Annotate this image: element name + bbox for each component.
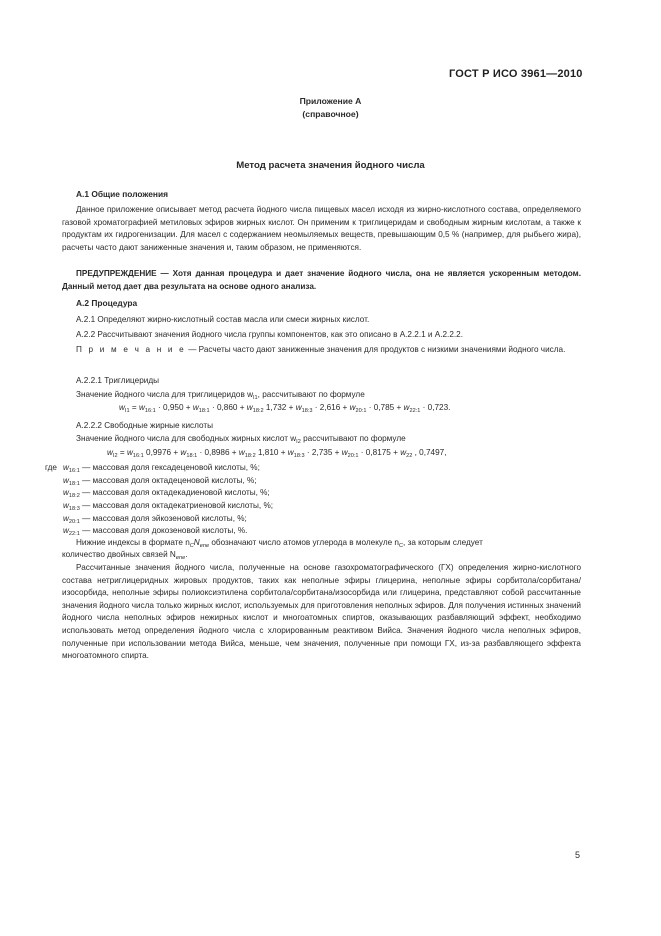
where-item-18-2: $w_{18:2}$ — массовая доля октадекадиеновой кислоты, %; [63,488,270,499]
note-text: — Расчеты часто дают заниженные значения для продуктов с низкими значениями йодного числа. [185,345,566,354]
clause-a21: А.2.1 Определяют жирно-кислотный состав масла или смеси жирных кислот. [76,315,370,324]
clause-a221-heading: А.2.2.1 Триглицериды [76,376,159,385]
section-a1-heading: А.1 Общие положения [76,189,169,199]
clause-a221-text: Значение йодного числа для триглицеридов $w_{I1}$, рассчитывают по формуле [76,390,365,401]
where-item-22-1: $w_{22:1}$ — массовая доля докозеновой кислоты, %. [63,526,248,537]
warning-paragraph: ПРЕДУПРЕЖДЕНИЕ — Хотя данная процедура и дает значение йодного числа, она не является ускоренным методом. Данный метод дает два результата на основе одного анализа. [62,269,581,291]
formula-free-fatty-acids: $w_{I2} = w_{16:1}$ $0,9976 + w_{18:1} \cdot 0,8986 + w_{18:2}$ $1,810 + w_{18:3} \cdot 2,735 + w_{20:1} \cdot 0,8175 + w_{22}$ , 0,7497, [107,448,447,459]
main-title: Метод расчета значения йодного числа [236,160,425,171]
where-item-18-1: $w_{18:1}$ — массовая доля октадеценовой кислоты, %; [63,476,257,487]
where-item-16-1: $w_{16:1}$ — массовая доля гексадеценовой кислоты, %; [63,463,260,474]
annex-subtitle: (справочное) [302,109,359,119]
annex-title: Приложение А [299,96,362,106]
final-paragraph: Рассчитанные значения йодного числа, полученные на основе газохроматографического (ГХ) определения жирно-кислотного состава нетриглицеридных жировых продуктов, таких как неполные эфиры глицерина, неполные эфиры сорбитола/сорбитана/изосорбида, неполные эфиры полиоксиэтилена сорбитола/сорбитана/изосорбида или глицерина, представляют собой рассчитанные значения йодного числа только жирных кислот, используемых для приготовления неполных эфиров. Для получения истинных значений йодного числа неполных эфиров нежирных кислот и многоатомных спиртов, оказывающих разбавляющий эффект, необходимо использовать метод определения йодного числа с хлорированным реактивом Вийса. Значения йодного числа неполных эфиров, полученные при использовании метода Вийса, меньше, чем значения, полученные при помощи ГХ, из-за разбавляющего эффекта многоатомного спирта. [62,563,581,661]
where-item-20-1: $w_{20:1}$ — массовая доля эйкозеновой кислоты, %; [63,514,247,525]
formula-triglycerides: $w_{I1} = w_{16:1} \cdot 0,950 + w_{18:1} \cdot 0,860 + w_{18:2}$ $1,732 + w_{18:3} \cdot 2,616 + w_{20:1} \cdot 0,785 + w_{22:1} \cdot 0,723$. [119,403,451,414]
clause-a222-heading: А.2.2.2 Свободные жирные кислоты [76,421,213,430]
section-a1-body: Данное приложение описывает метод расчета йодного числа пищевых масел исходя из жирно-кислотного состава, определяемого газовой хроматографией метиловых эфиров жирных кислот. Он применим к триглицеридам и свободным жирным кислотам, а также к продуктам их гидрогенизации. Для масел с содержанием неомыляемых веществ, превышающим 0,5 % (например, для рыбьего жира), расчеты часто дают заниженные значения и, таким образом, не применяются. [62,205,581,252]
note-paragraph [62,344,581,357]
index-note-line1: Нижние индексы в формате $n_CN_{ene}$ обозначают число атомов углерода в молекуле $n_C$, за которым следует [76,538,483,549]
page-number: 5 [575,850,581,860]
section-a2-heading: А.2 Процедура [76,298,138,308]
document-id-header: ГОСТ Р ИСО 3961—2010 [449,68,583,80]
clause-a222-text: Значение йодного числа для свободных жирных кислот $w_{I2}$ рассчитывают по формуле [76,434,406,445]
where-item-18-3: $w_{18:3}$ — массовая доля октадекатриеновой кислоты, %; [63,501,274,512]
where-label: где [45,463,57,472]
index-note-line2: количество двойных связей $N_{ene}$. [62,550,188,561]
clause-a22: А.2.2 Рассчитывают значения йодного числа группы компонентов, как это описано в А.2.2.1 и А.2.2.2. [76,330,463,339]
note-label: П р и м е ч а н и е [76,345,186,354]
